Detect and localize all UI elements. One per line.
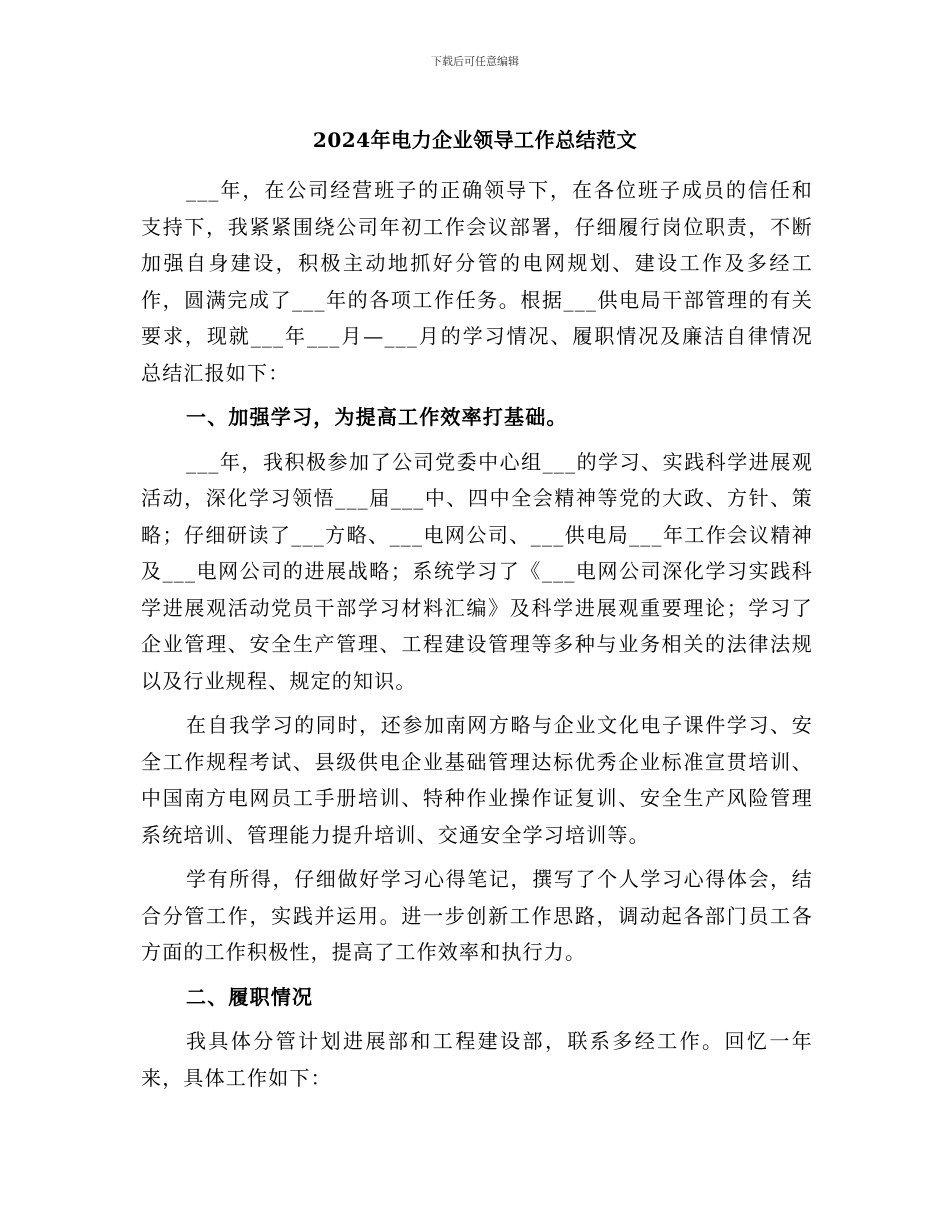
section-2-heading: 二、履职情况: [186, 984, 314, 1009]
document-body: [141, 172, 813, 1096]
section-1-paragraph-2: 在自我学习的同时，还参加南网方略与企业文化电子课件学习、安全工作规程考试、县级供电企业基础管理达标优秀企业标准宣贯培训、中国南方电网员工手册培训、特种作业操作证复训、安全生产风险管理系统培训、管理能力提升培训、交通安全学习培训等。: [141, 713, 813, 847]
section-1-paragraph-1: ___年，我积极参加了公司党委中心组___的学习、实践科学进展观活动，深化学习领悟___届___中、四中全会精神等党的大政、方针、策略；仔细研读了___方略、___电网公司、___供电局___年工作会议精神及___电网公司的进展战略；系统学习了《___电网公司深化学习实践科学进展观活动党员干部学习材料汇编》及科学进展观重要理论；学习了企业管理、安全生产管理、工程建设管理等多种与业务相关的法律法规以及行业规程、规定的知识。: [141, 449, 813, 693]
intro-paragraph: ___年，在公司经营班子的正确领导下，在各位班子成员的信任和支持下，我紧紧围绕公司年初工作会议部署，仔细履行岗位职责，不断加强自身建设，积极主动地抓好分管的电网规划、建设工作及多经工作，圆满完成了___年的各项工作任务。根据___供电局干部管理的有关要求，现就___年___月—___月的学习情况、履职情况及廉洁自律情况总结汇报如下：: [141, 178, 813, 385]
section-1-heading: 一、加强学习，为提高工作效率打基础。: [186, 405, 568, 429]
document-title: 2024年电力企业领导工作总结范文: [312, 128, 638, 152]
page-header-note: 下载后可任意编辑: [431, 55, 519, 68]
section-1-paragraph-3: 学有所得，仔细做好学习心得笔记，撰写了个人学习心得体会，结合分管工作，实践并运用。进一步创新工作思路，调动起各部门员工各方面的工作积极性，提高了工作效率和执行力。: [141, 867, 813, 964]
section-2-paragraph-1: 我具体分管计划进展部和工程建设部，联系多经工作。回忆一年来，具体工作如下：: [141, 1029, 813, 1090]
